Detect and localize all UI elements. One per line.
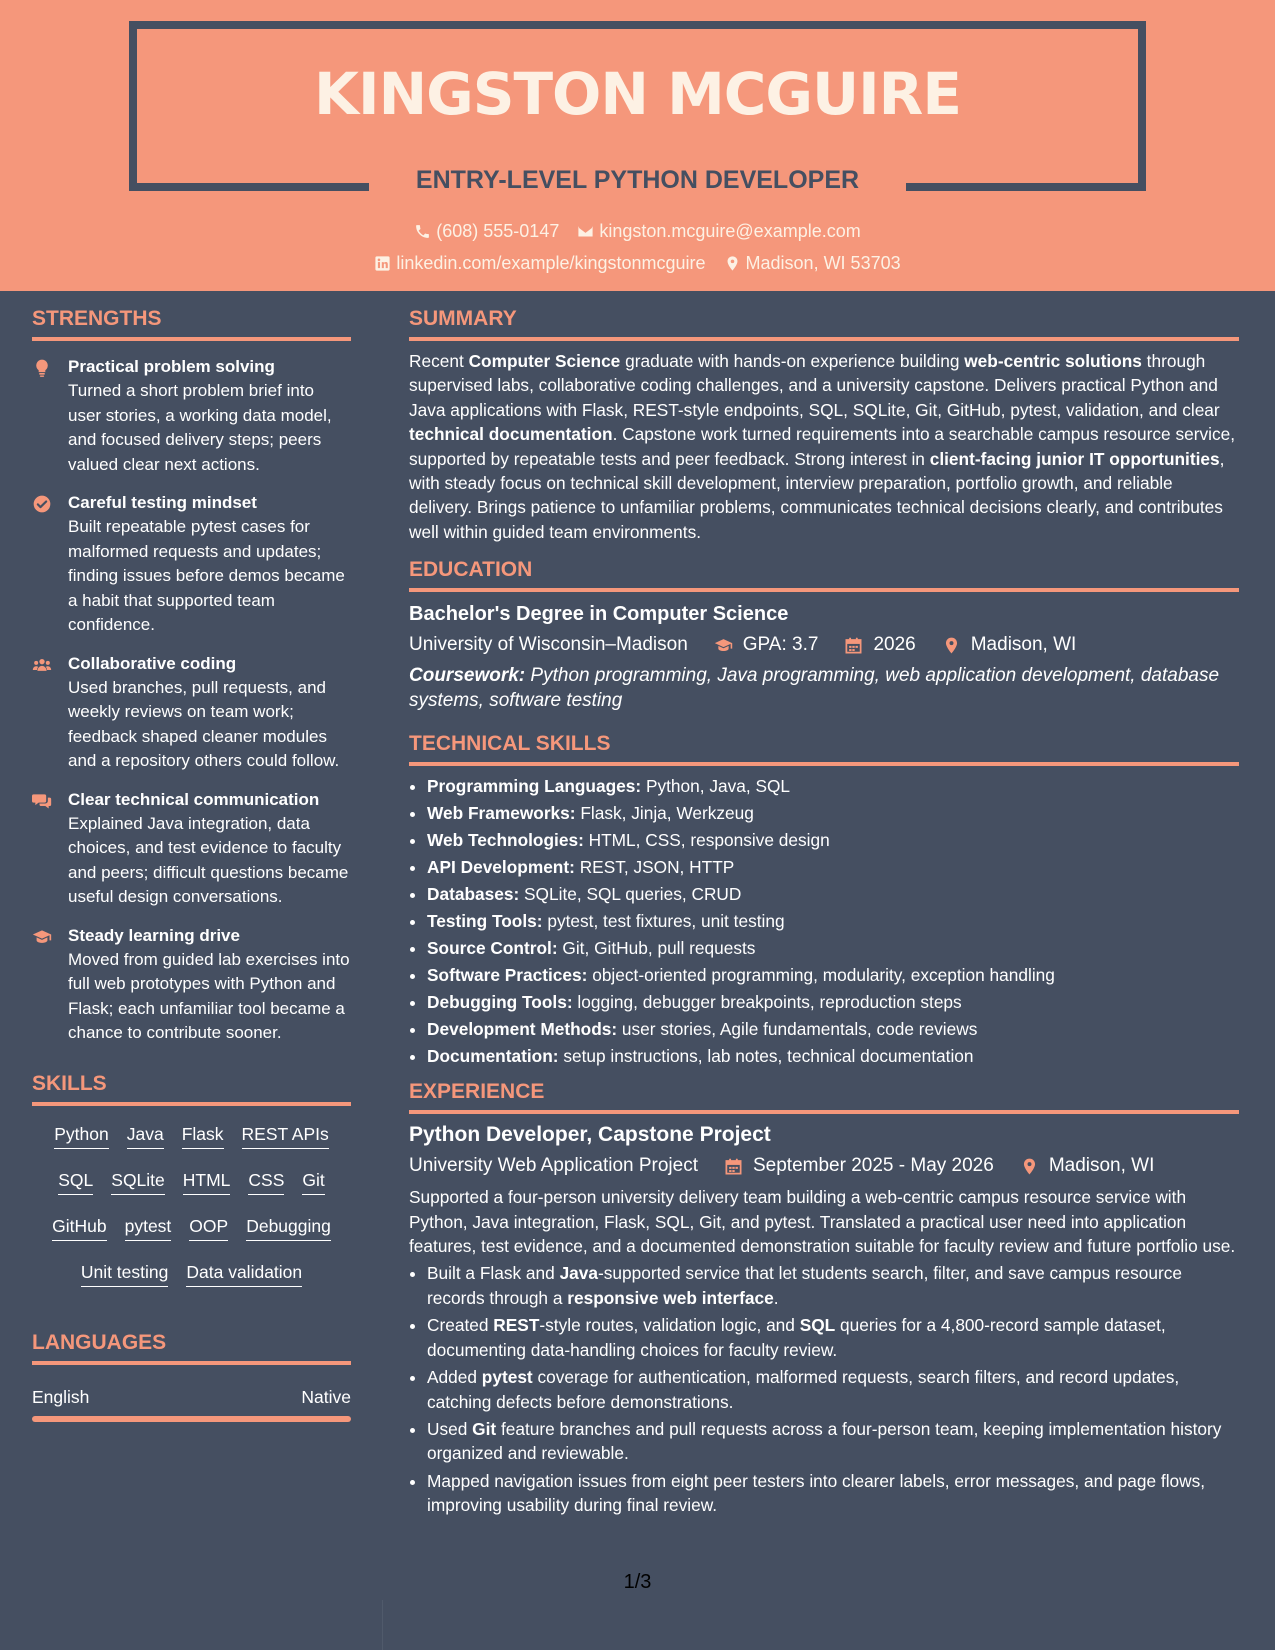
skill-chip: REST APIs [242, 1124, 329, 1149]
strengths-section [32, 307, 351, 1046]
skill-chip: SQL [58, 1170, 93, 1195]
graduation-cap-icon [32, 927, 52, 947]
strength-description: Explained Java integration, data choices, and test evidence to faculty and peers; difficult questions became useful design conversations. [68, 813, 349, 906]
linkedin-icon [374, 255, 391, 272]
languages-section [32, 1331, 351, 1422]
list-item: • Built a Flask and Java-supported service that let students search, filter, and save campus resource records through a responsive web interface. [427, 1261, 1239, 1310]
contact-linkedin[interactable] [374, 253, 705, 274]
technical-skills-divider [409, 762, 1239, 766]
skill-chip: Python [54, 1124, 108, 1149]
strength-item [32, 788, 351, 910]
list-item: • Web Frameworks: Flask, Jinja, Werkzeug [427, 800, 1239, 827]
coursework-label: Coursework: [409, 665, 526, 687]
strength-title: Clear technical communication [68, 789, 320, 809]
strength-description: Built repeatable pytest cases for malformed requests and updates; finding issues before demos became a habit that supported team confidence. [68, 517, 345, 634]
list-item: • Web Technologies: HTML, CSS, responsive design [427, 827, 1239, 854]
candidate-role: ENTRY-LEVEL PYTHON DEVELOPER [415, 166, 860, 194]
languages-title: LANGUAGES [32, 1330, 167, 1354]
map-pin-icon [724, 255, 741, 272]
contact-row-1 [0, 221, 1275, 242]
header-frame-top [129, 21, 1146, 29]
contact-email[interactable] [577, 221, 860, 242]
coursework-list: Python programming, Java programming, web application development, database systems, software testing [409, 665, 1220, 711]
experience-bullets [409, 1261, 1239, 1517]
strength-title: Steady learning drive [68, 925, 240, 945]
summary-text: Recent Computer Science graduate with hands-on experience building web-centric solutions through supervised labs, collaborative coding challenges, and a university capstone. Delivers practical Python and Java applications with Flask, REST-style endpoints, SQL, SQLite, Git, GitHub, pytest, validation, and clear technical documentation. Capstone work turned requirements into a searchable campus resource service, supported by repeatable tests and peer feedback. Strong interest in client-facing junior IT opportunities, with steady focus on technical skill development, interview preparation, portfolio growth, and reliable delivery. Brings patience to unfamiliar problems, communicates technical decisions clearly, and contributes well within guided team environments. [409, 351, 1235, 542]
gpa: GPA: 3.7 [742, 634, 819, 656]
skill-chip: CSS [248, 1170, 284, 1195]
contact-phone [414, 221, 559, 242]
location-text: Madison, WI 53703 [745, 253, 901, 273]
linkedin-text[interactable]: linkedin.com/example/kingstonmcguire [396, 253, 706, 273]
list-item: • Added pytest coverage for authentication, malformed requests, search filters, and record updates, catching defects before demonstrations. [427, 1365, 1239, 1414]
list-item: • Debugging Tools: logging, debugger breakpoints, reproduction steps [427, 989, 1239, 1016]
strength-title: Careful testing mindset [68, 493, 257, 512]
skill-chip: Java [127, 1124, 164, 1149]
education-title: EDUCATION [409, 558, 533, 582]
job-location: Madison, WI [1048, 1155, 1155, 1177]
strength-description: Moved from guided lab exercises into full web prototypes with Python and Flask; each unfamiliar tool became a chance to contribute sooner. [68, 949, 350, 1042]
strengths-title: STRENGTHS [32, 307, 162, 330]
check-circle-icon [32, 494, 52, 514]
school-name: University of Wisconsin–Madison [409, 634, 688, 656]
lightbulb-icon [32, 358, 52, 378]
languages-divider [32, 1361, 351, 1365]
skill-chip: Debugging [246, 1216, 331, 1241]
skill-chip: HTML [183, 1170, 231, 1195]
experience-divider [409, 1110, 1239, 1114]
job-description: Supported a four-person university delivery team building a web-centric campus resource service with Python, Java integration, Flask, SQL, Git, and pytest. Translated a practical user need into application features, test evidence, and a documented demonstration suitable for faculty review and future portfolio use. [409, 1187, 1236, 1257]
users-icon [32, 655, 52, 675]
skills-divider [32, 1102, 351, 1106]
list-item: • Databases: SQLite, SQL queries, CRUD [427, 881, 1239, 908]
job-title: Python Developer, Capstone Project [409, 1123, 771, 1147]
right-column [409, 307, 1239, 1521]
map-pin-icon [942, 636, 961, 655]
list-item: • Software Practices: object-oriented programming, modularity, exception handling [427, 962, 1239, 989]
strength-title: Collaborative coding [68, 653, 237, 673]
language-level: Native [301, 1386, 351, 1407]
strengths-divider [32, 337, 351, 341]
calendar-icon [844, 636, 863, 655]
strength-title: Practical problem solving [68, 357, 275, 376]
technical-skills-section [409, 732, 1239, 1070]
skill-chip: Data validation [186, 1262, 302, 1287]
contact-row-2 [0, 253, 1275, 274]
coursework [409, 664, 1239, 713]
graduation-year: 2026 [873, 634, 916, 656]
summary-divider [409, 337, 1239, 341]
list-item: • Development Methods: user stories, Agile fundamentals, code reviews [427, 1016, 1239, 1043]
skill-chip: pytest [125, 1216, 172, 1241]
email-text[interactable]: kingston.mcguire@example.com [599, 221, 861, 241]
strength-item [32, 355, 351, 477]
organization: University Web Application Project [409, 1155, 698, 1177]
experience-section [409, 1080, 1239, 1517]
skill-chip: GitHub [52, 1216, 106, 1241]
skills-chips [32, 1124, 351, 1287]
summary-title: SUMMARY [409, 307, 517, 330]
list-item: • Source Control: Git, GitHub, pull requests [427, 935, 1239, 962]
skill-chip: SQLite [111, 1170, 165, 1195]
job-dates: September 2025 - May 2026 [753, 1155, 994, 1177]
skill-chip: Unit testing [81, 1262, 169, 1287]
technical-skills-list [409, 773, 1239, 1070]
technical-skills-title: TECHNICAL SKILLS [409, 732, 611, 756]
calendar-icon [724, 1157, 743, 1176]
candidate-name: KINGSTON MCGUIRE [314, 60, 961, 128]
list-item: • Documentation: setup instructions, lab notes, technical documentation [427, 1043, 1239, 1070]
resume-header [0, 0, 1275, 291]
summary-section [409, 307, 1239, 544]
list-item: • Programming Languages: Python, Java, SQL [427, 773, 1239, 800]
strength-item [32, 652, 351, 774]
list-item: • Used Git feature branches and pull requests across a four-person team, keeping implementation history organized and reviewable. [427, 1417, 1239, 1466]
strength-item [32, 924, 351, 1046]
skills-title: SKILLS [32, 1071, 107, 1095]
strength-description: Used branches, pull requests, and weekly reviews on team work; feedback shaped cleaner modules and a repository others could follow. [68, 677, 340, 770]
education-divider [409, 588, 1239, 592]
strength-item [32, 491, 351, 638]
page-indicator: 1/3 [623, 1571, 652, 1593]
degree-title: Bachelor's Degree in Computer Science [409, 603, 789, 626]
graduation-cap-icon [714, 636, 733, 655]
map-pin-icon [1020, 1157, 1039, 1176]
list-item: • API Development: REST, JSON, HTTP [427, 854, 1239, 881]
experience-title: EXPERIENCE [409, 1080, 545, 1104]
skill-chip: Flask [182, 1124, 224, 1149]
comments-icon [32, 791, 52, 811]
skill-chip: Git [302, 1170, 324, 1195]
column-divider [382, 1600, 383, 1650]
phone-icon [414, 223, 431, 240]
list-item: • Created REST-style routes, validation logic, and SQL queries for a 4,800-record sample dataset, documenting data-handling choices for faculty review. [427, 1313, 1239, 1362]
language-name: English [32, 1386, 90, 1407]
language-row [32, 1387, 351, 1408]
education-section [409, 558, 1239, 713]
strength-description: Turned a short problem brief into user stories, a working data model, and focused delivery steps; peers valued clear next actions. [68, 381, 332, 474]
experience-meta [409, 1155, 1239, 1177]
skills-section [32, 1072, 351, 1287]
education-meta [409, 634, 1239, 656]
education-location: Madison, WI [970, 634, 1077, 656]
left-column [32, 307, 351, 1422]
language-proficiency-bar [32, 1416, 351, 1422]
list-item: • Testing Tools: pytest, test fixtures, unit testing [427, 908, 1239, 935]
envelope-icon [577, 223, 594, 240]
phone-text: (608) 555-0147 [436, 221, 560, 241]
skill-chip: OOP [189, 1216, 228, 1241]
list-item: • Mapped navigation issues from eight peer testers into clearer labels, error messages, and page flows, improving usability during final review. [427, 1469, 1239, 1518]
contact-location [724, 253, 901, 274]
